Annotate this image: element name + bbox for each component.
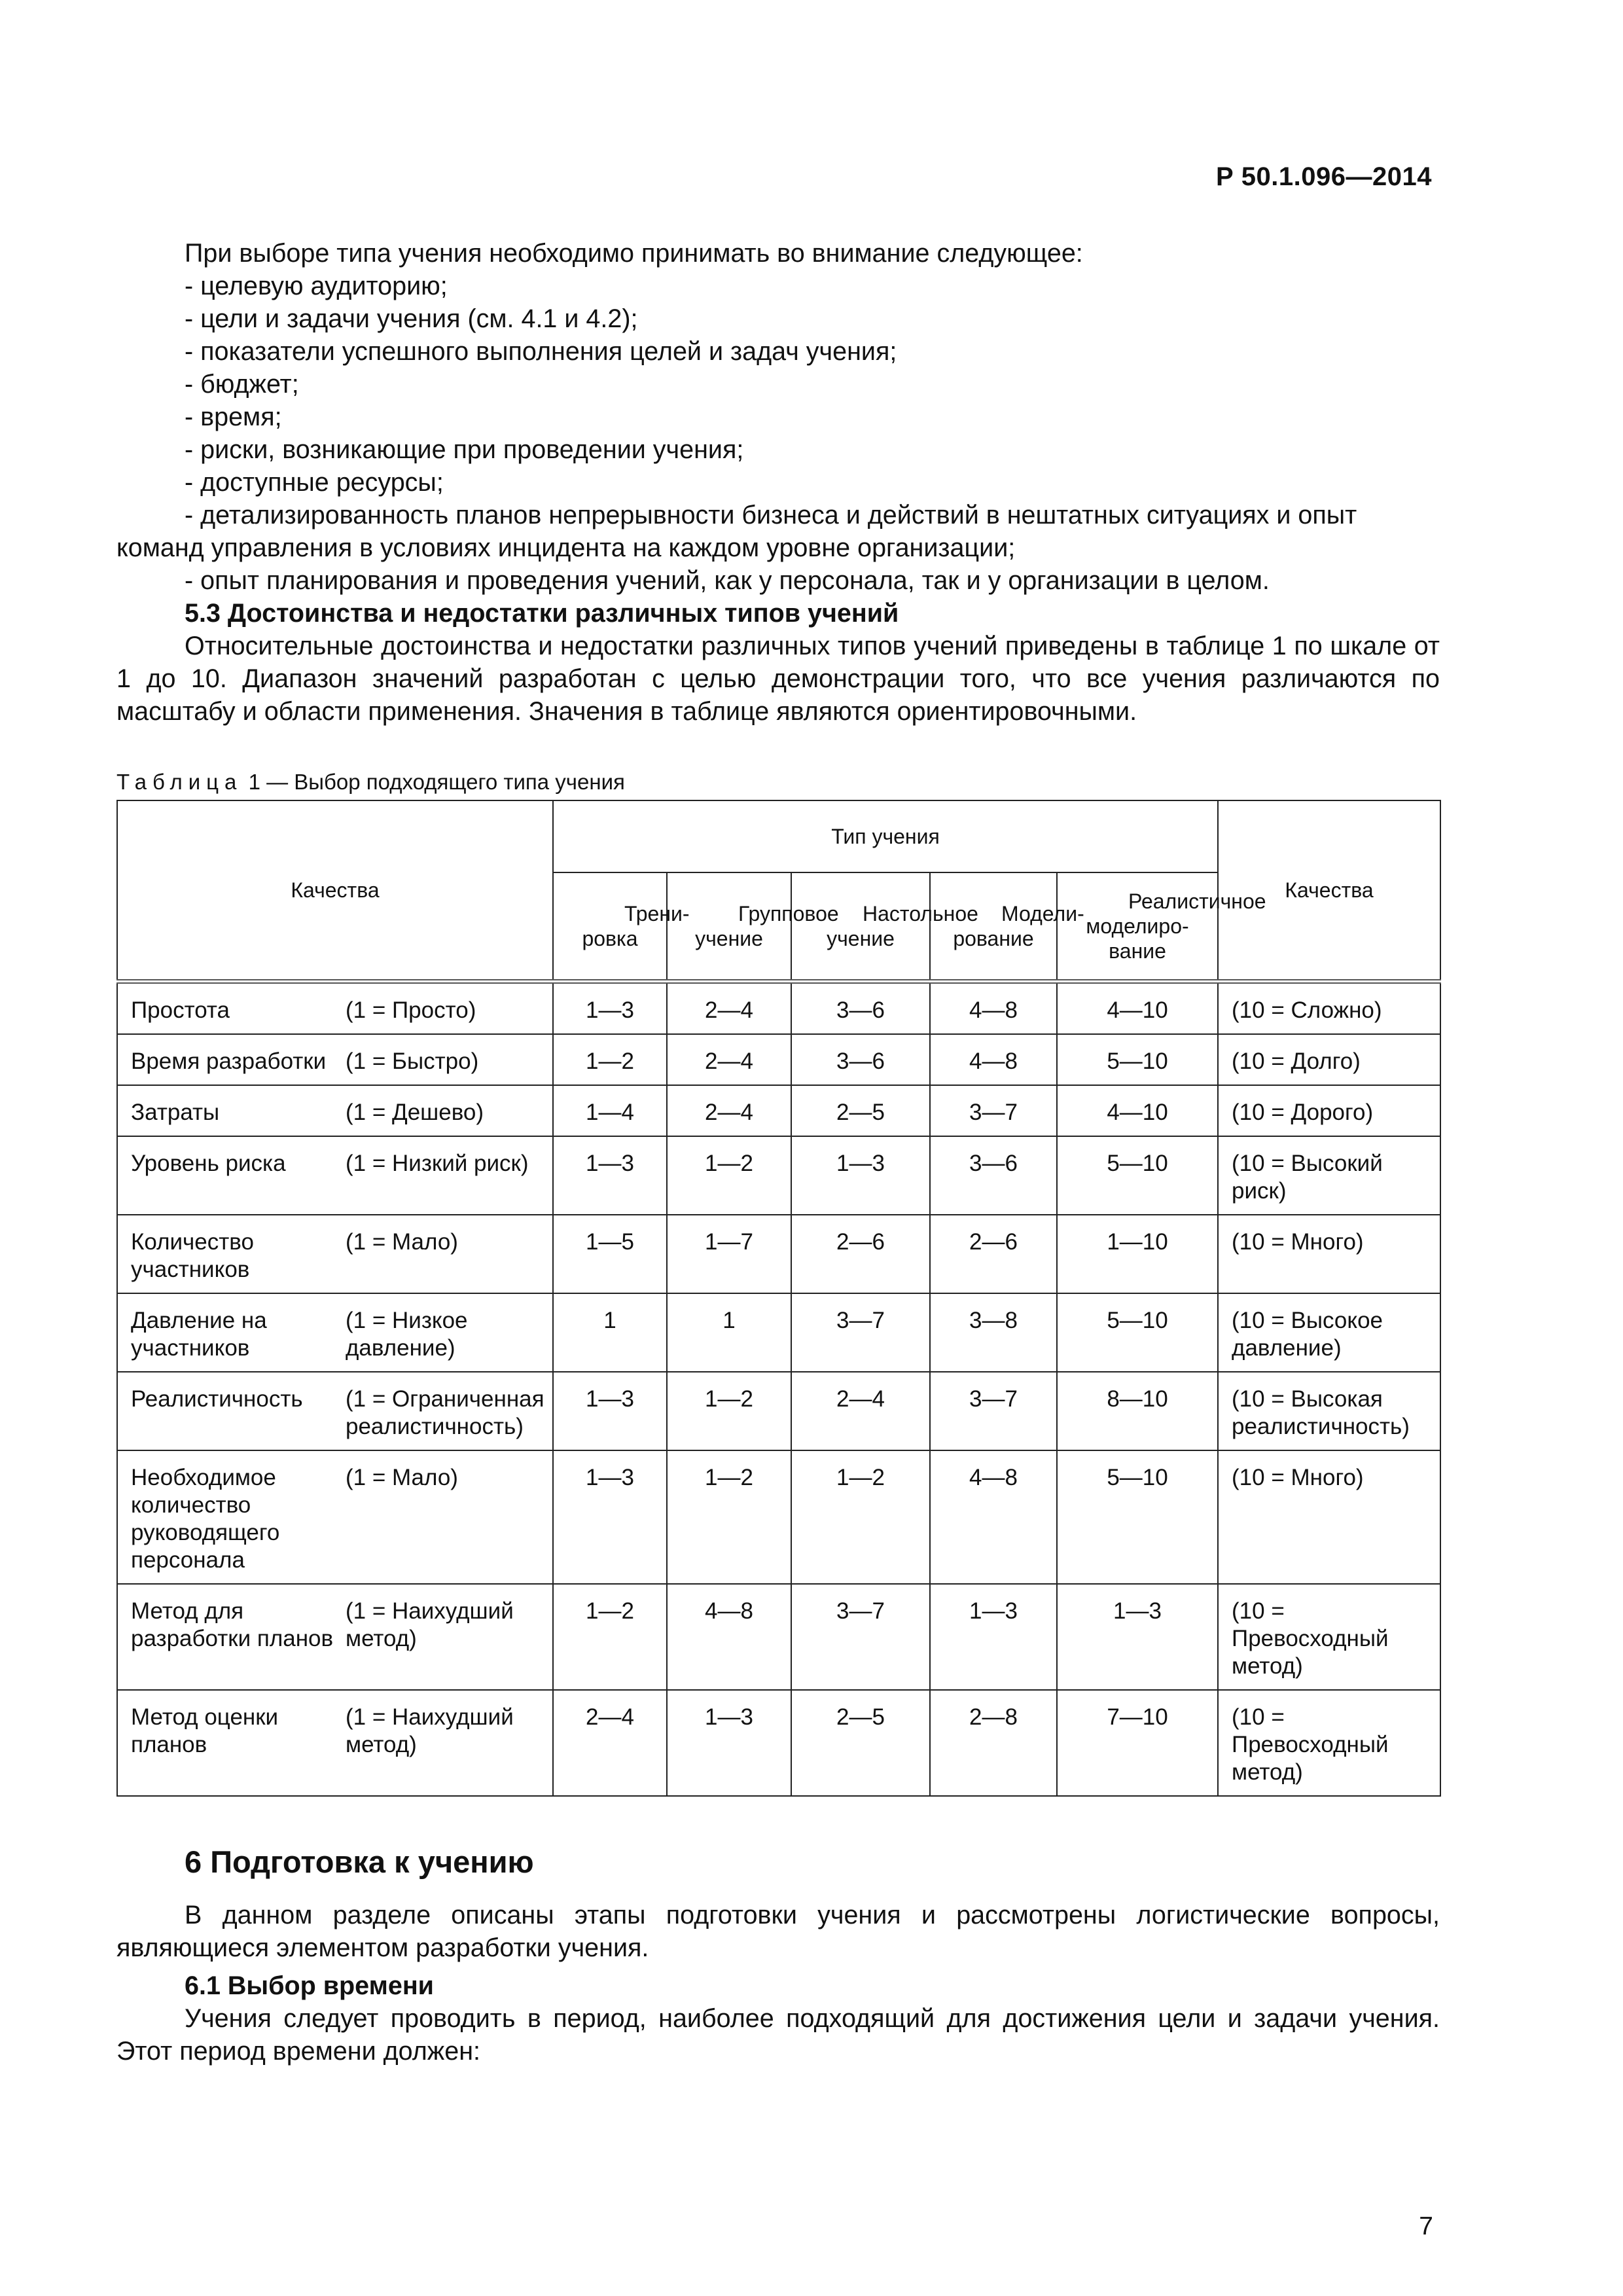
page-content [116, 237, 1440, 2068]
quality-low-scale: (1 = Просто) [346, 997, 476, 1023]
quality-cell [117, 1215, 553, 1293]
value-cell: 4—8 [667, 1584, 791, 1690]
quality-high-scale: (10 = Высокое давление) [1218, 1293, 1440, 1372]
value-cell: 1—2 [553, 1584, 667, 1690]
quality-name: Простота [131, 997, 230, 1023]
quality-high-scale: (10 = Дорого) [1218, 1085, 1440, 1136]
quality-low-scale: (1 = Мало) [346, 1465, 458, 1490]
value-cell: 3—6 [791, 1034, 930, 1085]
table-body [117, 982, 1440, 1797]
value-cell: 1—10 [1057, 1215, 1218, 1293]
list-item: - время; [185, 403, 282, 431]
value-cell: 1—7 [667, 1215, 791, 1293]
section-6-1-heading: 6.1 Выбор времени [185, 1971, 434, 2000]
column-header: Модели-рование [930, 872, 1057, 982]
value-cell: 3—7 [930, 1085, 1057, 1136]
quality-name: Метод оценки планов [131, 1704, 279, 1757]
quality-cell [117, 1690, 553, 1796]
value-cell: 1—3 [1057, 1584, 1218, 1690]
value-cell: 4—10 [1057, 1085, 1218, 1136]
header-qualities-left: Качества [117, 800, 553, 982]
value-cell: 1—2 [553, 1034, 667, 1085]
value-cell: 1—4 [553, 1085, 667, 1136]
value-cell: 4—8 [930, 1034, 1057, 1085]
value-cell: 1—3 [553, 1136, 667, 1215]
table-row [117, 1584, 1440, 1690]
quality-name: Затраты [131, 1100, 220, 1125]
value-cell: 4—8 [930, 982, 1057, 1035]
value-cell: 2—4 [791, 1372, 930, 1450]
column-header: Настольное учение [791, 872, 930, 982]
quality-cell [117, 1136, 553, 1215]
table-row [117, 1690, 1440, 1796]
value-cell: 1—2 [667, 1450, 791, 1584]
value-cell: 8—10 [1057, 1372, 1218, 1450]
section-5-3-heading: 5.3 Достоинства и недостатки различных типов учений [185, 599, 899, 628]
quality-high-scale: (10 = Высокая реалистичность) [1218, 1372, 1440, 1450]
quality-low-scale: (1 = Быстро) [346, 1049, 479, 1074]
list-item: - бюджет; [185, 370, 299, 399]
quality-cell [117, 1450, 553, 1584]
quality-cell [117, 982, 553, 1035]
value-cell: 5—10 [1057, 1450, 1218, 1584]
value-cell: 7—10 [1057, 1690, 1218, 1796]
list-item: - детализированность планов непрерывности бизнеса и действий в нештатных ситуациях и опыт команд управления в условиях инцидента на каждом уровне организации; [116, 501, 1357, 562]
value-cell: 1—2 [667, 1136, 791, 1215]
value-cell: 2—4 [667, 1034, 791, 1085]
quality-low-scale: (1 = Дешево) [346, 1100, 484, 1125]
quality-cell [117, 1293, 553, 1372]
value-cell: 3—6 [930, 1136, 1057, 1215]
list-item: - цели и задачи учения (см. 4.1 и 4.2); [185, 304, 638, 333]
table-row [117, 1136, 1440, 1215]
value-cell: 4—10 [1057, 982, 1218, 1035]
quality-cell [117, 1085, 553, 1136]
section-6-text: В данном разделе описаны этапы подготовки учения и рассмотрены логистические вопросы, являющиеся элементом разработки учения. [116, 1901, 1440, 1962]
list-item: - опыт планирования и проведения учений, как у персонала, так и у организации в целом. [185, 566, 1270, 595]
value-cell: 5—10 [1057, 1293, 1218, 1372]
value-cell: 1—3 [930, 1584, 1057, 1690]
quality-high-scale: (10 = Высокий риск) [1218, 1136, 1440, 1215]
quality-low-scale: (1 = Наихудший метод) [346, 1598, 514, 1651]
intro-list [116, 270, 1440, 597]
list-item: - целевую аудиторию; [185, 272, 448, 300]
quality-low-scale: (1 = Ограниченная реалистичность) [346, 1386, 544, 1439]
column-header: Групповое учение [667, 872, 791, 982]
table-row [117, 1293, 1440, 1372]
value-cell: 1—2 [791, 1450, 930, 1584]
value-cell: 2—4 [667, 982, 791, 1035]
header-exercise-type: Тип учения [553, 800, 1218, 872]
section-6-1-text: Учения следует проводить в период, наиболее подходящий для достижения цели и задачи учения. Этот период времени должен: [116, 2004, 1440, 2066]
quality-name: Реалистичность [131, 1386, 303, 1412]
value-cell: 3—6 [791, 982, 930, 1035]
quality-name: Давление на участников [131, 1308, 267, 1361]
value-cell: 1—3 [791, 1136, 930, 1215]
section-5-3-text: Относительные достоинства и недостатки различных типов учений приведены в таблице 1 по шкале от 1 до 10. Диапазон значений разработан с целью демонстрации того, что все учения различаются по масштабу и области применения. Значения в таблице являются ориентировочными. [116, 632, 1440, 726]
document-code: Р 50.1.096—2014 [1216, 162, 1432, 191]
quality-name: Количество участников [131, 1229, 254, 1282]
value-cell: 5—10 [1057, 1034, 1218, 1085]
quality-low-scale: (1 = Наихудший метод) [346, 1704, 514, 1757]
table-caption [116, 768, 1440, 796]
quality-name: Уровень риска [131, 1151, 286, 1176]
quality-cell [117, 1034, 553, 1085]
column-header: Трени-ровка [553, 872, 667, 982]
table-row [117, 1450, 1440, 1584]
header-qualities-right: Качества [1218, 800, 1440, 982]
table-row [117, 1034, 1440, 1085]
quality-cell [117, 1584, 553, 1690]
section-6-heading: 6 Подготовка к учению [185, 1844, 534, 1879]
quality-low-scale: (1 = Мало) [346, 1229, 458, 1255]
quality-high-scale: (10 = Сложно) [1218, 982, 1440, 1035]
quality-cell [117, 1372, 553, 1450]
value-cell: 1—3 [553, 1372, 667, 1450]
table-row [117, 1372, 1440, 1450]
value-cell: 2—6 [930, 1215, 1057, 1293]
table-row [117, 1085, 1440, 1136]
quality-high-scale: (10 = Превосходный метод) [1218, 1690, 1440, 1796]
table-row [117, 1215, 1440, 1293]
value-cell: 3—7 [930, 1372, 1057, 1450]
column-header: Реалистичное моделиро-вание [1057, 872, 1218, 982]
intro-lead: При выборе типа учения необходимо принимать во внимание следующее: [185, 239, 1083, 268]
value-cell: 1—3 [553, 1450, 667, 1584]
value-cell: 1—3 [553, 982, 667, 1035]
value-cell: 1—5 [553, 1215, 667, 1293]
quality-name: Время разработки [131, 1049, 327, 1074]
table-caption-text: 1 — Выбор подходящего типа учения [248, 770, 625, 794]
value-cell: 3—8 [930, 1293, 1057, 1372]
page-number: 7 [1419, 2212, 1433, 2240]
value-cell: 2—5 [791, 1690, 930, 1796]
value-cell: 1 [667, 1293, 791, 1372]
value-cell: 1 [553, 1293, 667, 1372]
quality-high-scale: (10 = Много) [1218, 1450, 1440, 1584]
value-cell: 1—3 [667, 1690, 791, 1796]
quality-name: Необходимое количество руководящего персонала [131, 1465, 280, 1573]
list-item: - доступные ресурсы; [185, 468, 444, 497]
value-cell: 2—5 [791, 1085, 930, 1136]
table-caption-label: Таблица [116, 770, 243, 794]
selection-table [116, 800, 1441, 1797]
value-cell: 2—8 [930, 1690, 1057, 1796]
quality-low-scale: (1 = Низкий риск) [346, 1151, 529, 1176]
quality-high-scale: (10 = Долго) [1218, 1034, 1440, 1085]
list-item: - риски, возникающие при проведении учения; [185, 435, 744, 464]
value-cell: 3—7 [791, 1584, 930, 1690]
quality-high-scale: (10 = Много) [1218, 1215, 1440, 1293]
quality-high-scale: (10 = Превосходный метод) [1218, 1584, 1440, 1690]
value-cell: 4—8 [930, 1450, 1057, 1584]
quality-low-scale: (1 = Низкое давление) [346, 1308, 468, 1361]
value-cell: 1—2 [667, 1372, 791, 1450]
value-cell: 3—7 [791, 1293, 930, 1372]
quality-name: Метод для разработки планов [131, 1598, 334, 1651]
value-cell: 5—10 [1057, 1136, 1218, 1215]
list-item: - показатели успешного выполнения целей и задач учения; [185, 337, 897, 366]
value-cell: 2—4 [667, 1085, 791, 1136]
value-cell: 2—4 [553, 1690, 667, 1796]
value-cell: 2—6 [791, 1215, 930, 1293]
table-row [117, 982, 1440, 1035]
